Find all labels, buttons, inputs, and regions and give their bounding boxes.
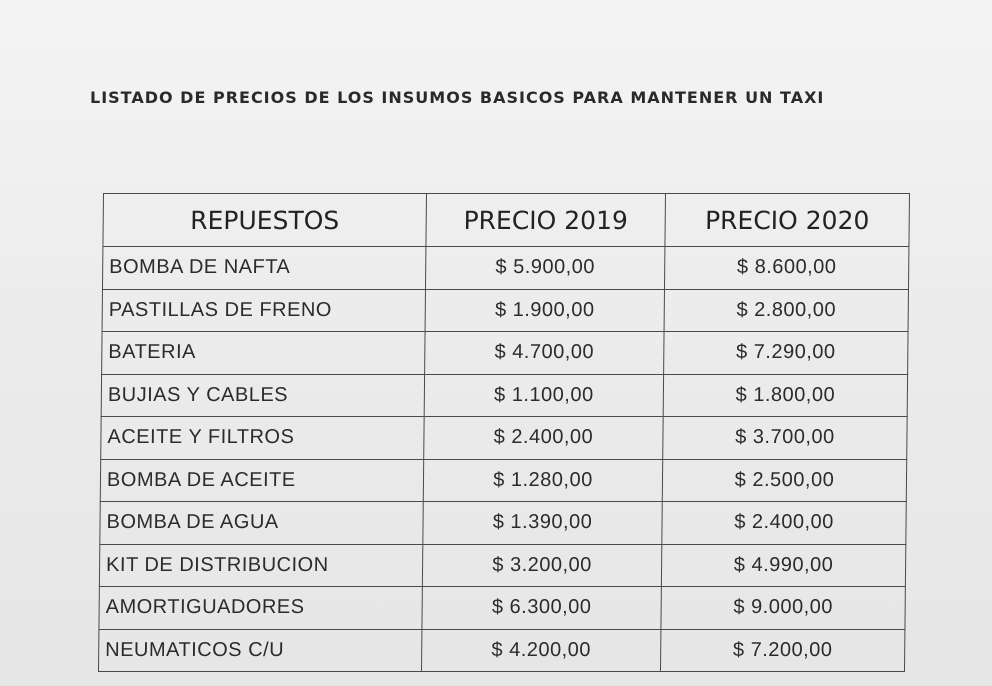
table-row <box>99 587 905 630</box>
price-2020-cell: $ 1.800,00 <box>663 374 907 417</box>
price-2019-cell: $ 1.280,00 <box>423 459 662 502</box>
item-name-cell: ACEITE Y FILTROS <box>101 417 424 460</box>
table-row <box>99 544 905 587</box>
price-2020-cell: $ 2.400,00 <box>662 502 906 545</box>
item-name-cell: BOMBA DE ACEITE <box>100 459 423 502</box>
price-2019-cell: $ 1.900,00 <box>425 289 664 332</box>
item-name-cell: BATERIA <box>102 332 425 375</box>
price-2020-cell: $ 8.600,00 <box>664 247 908 290</box>
price-2019-cell: $ 1.100,00 <box>424 374 663 417</box>
item-name-cell: KIT DE DISTRIBUCION <box>99 544 422 587</box>
price-2020-cell: $ 7.290,00 <box>664 332 908 375</box>
table-row <box>101 417 907 460</box>
item-name-cell: NEUMATICOS C/U <box>98 629 421 672</box>
price-2019-cell: $ 4.200,00 <box>421 629 660 672</box>
price-2019-cell: $ 1.390,00 <box>423 502 662 545</box>
column-header-precio-2020: PRECIO 2020 <box>665 194 910 247</box>
column-header-repuestos: REPUESTOS <box>103 194 427 247</box>
price-2020-cell: $ 3.700,00 <box>663 417 907 460</box>
price-2020-cell: $ 2.800,00 <box>664 289 908 332</box>
price-2019-cell: $ 3.200,00 <box>422 544 661 587</box>
column-header-precio-2019: PRECIO 2019 <box>426 194 666 247</box>
item-name-cell: AMORTIGUADORES <box>99 587 422 630</box>
price-2020-cell: $ 9.000,00 <box>661 587 905 630</box>
price-table <box>98 193 910 672</box>
item-name-cell: BOMBA DE NAFTA <box>102 247 425 290</box>
table-row <box>100 502 906 545</box>
price-2020-cell: $ 4.990,00 <box>661 544 905 587</box>
item-name-cell: BUJIAS Y CABLES <box>101 374 424 417</box>
table-row <box>102 289 908 332</box>
table-row <box>100 459 906 502</box>
price-2020-cell: $ 2.500,00 <box>662 459 906 502</box>
document-title: LISTADO DE PRECIOS DE LOS INSUMOS BASICOS PARA MANTENER UN TAXI <box>90 88 825 107</box>
price-2019-cell: $ 6.300,00 <box>422 587 661 630</box>
item-name-cell: PASTILLAS DE FRENO <box>102 289 425 332</box>
table-header-row <box>103 194 910 247</box>
price-2019-cell: $ 5.900,00 <box>425 247 664 290</box>
price-2019-cell: $ 4.700,00 <box>425 332 664 375</box>
item-name-cell: BOMBA DE AGUA <box>100 502 423 545</box>
price-2020-cell: $ 7.200,00 <box>660 629 904 672</box>
table-row <box>102 247 908 290</box>
table-row <box>101 374 907 417</box>
table-row <box>102 332 908 375</box>
price-2019-cell: $ 2.400,00 <box>424 417 663 460</box>
table-row <box>98 629 904 672</box>
